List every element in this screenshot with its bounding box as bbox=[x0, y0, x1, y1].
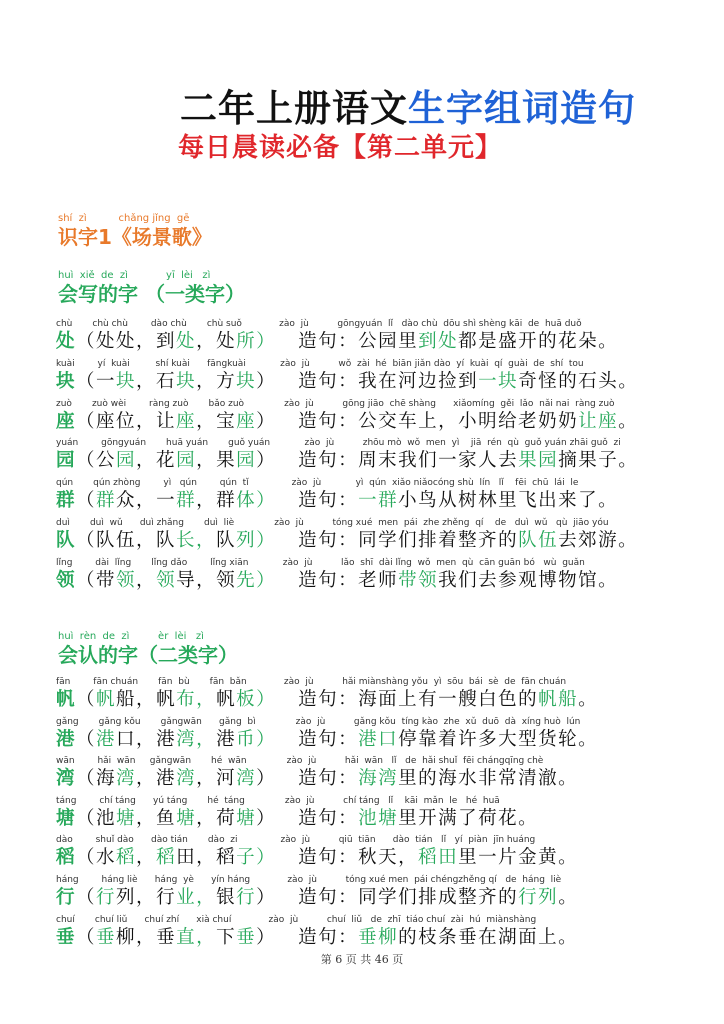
row-fragment: 园 bbox=[236, 450, 257, 472]
row-fragment: （ bbox=[76, 689, 97, 710]
row-fragment: 行 bbox=[236, 887, 257, 908]
row-fragment: ， bbox=[196, 410, 217, 432]
row-text bbox=[56, 807, 538, 831]
row-fragment: ） bbox=[256, 768, 277, 790]
title-part-black: 二年上册语文 bbox=[180, 86, 408, 130]
sentence-highlight: 帆船 bbox=[538, 689, 579, 710]
row-fragment: ） bbox=[256, 370, 277, 392]
row-fragment: 老师 bbox=[358, 569, 399, 591]
row-fragment: 垂 bbox=[156, 926, 177, 948]
row-fragment: 众， bbox=[116, 490, 157, 512]
row-fragment: 都是盛开的花朵。 bbox=[458, 331, 619, 352]
row-fragment: ，鱼 bbox=[136, 807, 177, 829]
row-fragment: 处 bbox=[216, 331, 237, 352]
row-fragment: ） bbox=[256, 926, 277, 948]
list-item bbox=[56, 557, 618, 593]
row-fragment: 银 bbox=[216, 887, 237, 908]
document-subtitle: 每日晨读必备【第二单元】 bbox=[178, 133, 503, 163]
row-pinyin-text: qún qún zhòng yì qún qún tǐ zào jù yì qún xiǎo niǎocóng shù lín lǐ fēi chū lái le bbox=[56, 478, 579, 489]
row-fragment: 宝 bbox=[216, 410, 237, 432]
row-fragment: 列， bbox=[116, 887, 157, 908]
row-fragment: 让 bbox=[156, 410, 177, 432]
row-fragment: 果 bbox=[216, 450, 237, 472]
page-footer: 第 6 页 共 46 页 bbox=[320, 953, 404, 966]
row-fragment: （带 bbox=[76, 569, 117, 591]
document-title bbox=[180, 78, 636, 132]
row-fragment: 同学们排成整齐的 bbox=[358, 887, 519, 908]
sentence-label: 造句： bbox=[298, 569, 359, 591]
row-character: 队 bbox=[56, 530, 77, 551]
row-fragment: 队 bbox=[216, 530, 237, 551]
row-pinyin bbox=[56, 755, 578, 767]
list-item bbox=[56, 914, 578, 950]
row-fragment: （池 bbox=[76, 807, 117, 829]
row-pinyin-text: yuán gōngyuán huā yuán guǒ yuán zào jù zhōu mò wǒ men yì jiā rén qù guǒ yuán zhāi guǒ zi bbox=[56, 438, 621, 449]
list-item bbox=[56, 716, 598, 752]
row-fragment: 稻 bbox=[216, 847, 237, 869]
section-lesson-title bbox=[58, 213, 212, 249]
row-fragment: ， bbox=[196, 807, 217, 829]
list-item bbox=[56, 755, 578, 791]
section-pinyin: huì xiě de zì yī lèi zì bbox=[58, 270, 211, 281]
row-pinyin-text: wān hǎi wān gǎngwān hé wān zào jù hǎi wān lǐ de hǎi shuǐ fēi chángqīng chè bbox=[56, 756, 544, 767]
list-item bbox=[56, 358, 638, 394]
row-fragment: 座 bbox=[236, 410, 257, 432]
section-text: 识字1《场景歌》 bbox=[58, 225, 212, 249]
row-fragment: 湾 bbox=[116, 768, 137, 790]
row-character: 帆 bbox=[56, 689, 77, 710]
row-fragment: 塘 bbox=[176, 807, 197, 829]
row-text bbox=[56, 926, 578, 950]
row-pinyin-text: dào shuǐ dào dào tián dào zi zào jù qiū tiān dào tián lǐ yí piàn jīn huáng bbox=[56, 835, 536, 846]
row-fragment: 海面上有一艘白色的 bbox=[358, 689, 539, 710]
row-fragment: ， bbox=[196, 490, 217, 512]
row-character: 湾 bbox=[56, 768, 77, 790]
row-fragment: 湾 bbox=[176, 768, 197, 790]
row-fragment: 。 bbox=[558, 887, 579, 908]
row-pinyin bbox=[56, 517, 638, 529]
row-fragment: 港 bbox=[156, 728, 177, 750]
sentence-highlight: 垂柳 bbox=[358, 926, 399, 948]
sentence-highlight: 海湾 bbox=[358, 768, 399, 790]
row-fragment: 到 bbox=[156, 331, 177, 352]
row-pinyin-text: duì duì wǔ duì zhǎng duì liè zào jù tóng xué men pái zhe zhěng qí de duì wǔ qù jiāo yóu bbox=[56, 518, 609, 528]
sentence-label: 造句： bbox=[298, 807, 359, 829]
row-fragment: 体） bbox=[236, 490, 277, 512]
row-pinyin-text: lǐng dài lǐng lǐng dǎo lǐng xiān zào jù lǎo shī dài lǐng wǒ men qù cān guān bó wù guǎn bbox=[56, 557, 585, 568]
sentence-highlight: 稻田 bbox=[418, 847, 459, 869]
row-fragment: 小鸟从树林里飞出来了。 bbox=[398, 490, 619, 512]
row-fragment: 柳， bbox=[116, 926, 157, 948]
row-fragment: 方 bbox=[216, 370, 237, 392]
row-text bbox=[56, 688, 598, 712]
row-fragment: 里开满了荷花。 bbox=[398, 807, 539, 829]
row-fragment: ，石 bbox=[136, 370, 177, 392]
section-write-chars bbox=[58, 270, 245, 306]
row-pinyin bbox=[56, 358, 638, 370]
section-text: 会写的字 （一类字） bbox=[58, 282, 245, 306]
row-fragment: 领 bbox=[116, 569, 137, 591]
row-character: 处 bbox=[56, 331, 77, 352]
row-fragment: ，港 bbox=[136, 768, 177, 790]
row-fragment: ， bbox=[136, 847, 157, 869]
row-pinyin-text: gǎng gǎng kǒu gǎngwān gǎng bì zào jù gǎng kǒu tíng kào zhe xǔ duō dà xíng huò lún bbox=[56, 716, 581, 727]
row-fragment: 块 bbox=[116, 370, 137, 392]
row-pinyin-text: háng háng liè háng yè yín háng zào jù tóng xué men pái chéngzhěng qí de háng liè bbox=[56, 875, 562, 885]
sentence-label: 造句： bbox=[298, 331, 359, 352]
row-fragment: 停靠着许多大型货轮。 bbox=[398, 728, 599, 750]
sentence-highlight: 到处 bbox=[418, 331, 459, 352]
row-fragment: （ bbox=[76, 490, 97, 512]
sentence-label: 造句： bbox=[298, 490, 359, 512]
row-pinyin bbox=[56, 795, 538, 807]
row-fragment: ， bbox=[136, 569, 157, 591]
row-pinyin-text: kuài yí kuài shí kuài fāngkuài zào jù wǒ zài hé biān jiǎn dào yí kuài qí guài de shí tou bbox=[56, 358, 584, 369]
row-fragment: 公交车上，小明给老奶奶 bbox=[358, 410, 579, 432]
row-fragment: 荷 bbox=[216, 807, 237, 829]
row-fragment: （队伍， bbox=[76, 530, 157, 551]
row-fragment: 行 bbox=[156, 887, 177, 908]
row-fragment: 座 bbox=[176, 410, 197, 432]
row-character: 行 bbox=[56, 887, 77, 908]
row-fragment: 我们去参观博物馆。 bbox=[438, 569, 619, 591]
row-pinyin bbox=[56, 914, 578, 926]
row-character: 垂 bbox=[56, 926, 77, 948]
row-fragment: ） bbox=[256, 450, 277, 472]
row-text bbox=[56, 449, 638, 473]
section-pinyin: huì rèn de zì èr lèi zì bbox=[58, 631, 204, 642]
row-fragment: 港 bbox=[216, 728, 237, 750]
row-character: 园 bbox=[56, 450, 77, 472]
row-fragment: 田， bbox=[176, 847, 217, 869]
row-text bbox=[56, 529, 638, 553]
row-fragment: （海 bbox=[76, 768, 117, 790]
row-fragment: 群 bbox=[176, 490, 197, 512]
section-pinyin: shí zì chǎng jǐng gē bbox=[58, 213, 190, 224]
row-fragment: 摘果子。 bbox=[558, 450, 639, 472]
row-text bbox=[56, 728, 598, 752]
row-fragment: 块 bbox=[176, 370, 197, 392]
row-pinyin bbox=[56, 834, 578, 846]
row-fragment: 奇怪的石头。 bbox=[518, 370, 639, 392]
row-fragment: 里的海水非常清澈。 bbox=[398, 768, 579, 790]
row-fragment: 领 bbox=[156, 569, 177, 591]
row-pinyin bbox=[56, 676, 598, 688]
row-pinyin-text: fān fān chuán fān bù fān bǎn zào jù hǎi miànshàng yǒu yì sōu bái sè de fān chuán bbox=[56, 677, 567, 687]
section-text: 会认的字（二类字） bbox=[58, 643, 238, 667]
row-fragment: 里一片金黄。 bbox=[458, 847, 579, 869]
row-fragment: （座位， bbox=[76, 410, 157, 432]
row-pinyin bbox=[56, 398, 638, 410]
row-text bbox=[56, 370, 638, 394]
row-fragment: 导， bbox=[176, 569, 217, 591]
row-text bbox=[56, 846, 578, 870]
row-fragment: 币） bbox=[236, 728, 277, 750]
row-pinyin bbox=[56, 318, 618, 330]
row-text bbox=[56, 569, 618, 593]
row-fragment: 塘 bbox=[116, 807, 137, 829]
sentence-highlight: 一块 bbox=[478, 370, 519, 392]
sentence-highlight: 港口 bbox=[358, 728, 399, 750]
row-pinyin-text: zuò zuò wèi ràng zuò bǎo zuò zào jù gōng jiāo chē shàng xiǎomíng gěi lǎo nǎi nai ràng zuò bbox=[56, 398, 615, 409]
sentence-highlight: 果园 bbox=[518, 450, 559, 472]
row-fragment: 布， bbox=[176, 689, 217, 710]
row-fragment: 湾 bbox=[236, 768, 257, 790]
row-fragment: 园 bbox=[116, 450, 137, 472]
row-fragment: 秋天， bbox=[358, 847, 419, 869]
row-fragment: ， bbox=[196, 450, 217, 472]
sentence-label: 造句： bbox=[298, 689, 359, 710]
row-fragment: 。 bbox=[618, 410, 639, 432]
row-fragment: 湾， bbox=[176, 728, 217, 750]
row-fragment: ） bbox=[256, 807, 277, 829]
row-fragment: 先） bbox=[236, 569, 277, 591]
list-item bbox=[56, 834, 578, 870]
row-text bbox=[56, 330, 618, 354]
row-fragment: 群 bbox=[216, 490, 237, 512]
row-text bbox=[56, 410, 638, 434]
row-fragment: 帆 bbox=[156, 689, 177, 710]
row-fragment: 行 bbox=[96, 887, 117, 908]
sentence-label: 造句： bbox=[298, 768, 359, 790]
row-pinyin bbox=[56, 477, 618, 489]
row-fragment: （一 bbox=[76, 370, 117, 392]
row-fragment: 同学们排着整齐的 bbox=[358, 530, 519, 551]
row-fragment: 下 bbox=[216, 926, 237, 948]
row-fragment: 。 bbox=[578, 689, 599, 710]
row-fragment: 列） bbox=[236, 530, 277, 551]
sentence-highlight: 行列 bbox=[518, 887, 559, 908]
sentence-label: 造句： bbox=[298, 410, 359, 432]
row-pinyin-text: chù chù chù dào chù chù suǒ zào jù gōngyuán lǐ dào chù dōu shì shèng kāi de huā duǒ bbox=[56, 319, 582, 329]
list-item bbox=[56, 437, 638, 473]
row-fragment: ， bbox=[196, 331, 217, 352]
list-item bbox=[56, 517, 638, 553]
sentence-label: 造句： bbox=[298, 370, 359, 392]
row-fragment: 直， bbox=[176, 926, 217, 948]
row-character: 塘 bbox=[56, 807, 77, 829]
sentence-label: 造句： bbox=[298, 926, 359, 948]
row-fragment: 所） bbox=[236, 331, 277, 352]
row-fragment: ） bbox=[256, 410, 277, 432]
row-character: 块 bbox=[56, 370, 77, 392]
sentence-label: 造句： bbox=[298, 530, 359, 551]
row-pinyin-text: táng chí táng yú táng hé táng zào jù chí táng lǐ kāi mǎn le hé huā bbox=[56, 795, 500, 806]
row-fragment: 群 bbox=[96, 490, 117, 512]
row-fragment: 园 bbox=[176, 450, 197, 472]
sentence-label: 造句： bbox=[298, 847, 359, 869]
row-fragment: （处处， bbox=[76, 331, 157, 352]
row-pinyin bbox=[56, 874, 578, 886]
row-fragment: 长， bbox=[176, 530, 217, 551]
row-fragment: 帆 bbox=[96, 689, 117, 710]
row-fragment: （ bbox=[76, 926, 97, 948]
row-fragment: 板） bbox=[236, 689, 277, 710]
row-pinyin bbox=[56, 557, 618, 569]
row-fragment: 我在河边捡到 bbox=[358, 370, 479, 392]
sentence-highlight: 池塘 bbox=[358, 807, 399, 829]
list-item bbox=[56, 477, 618, 513]
sentence-highlight: 队伍 bbox=[518, 530, 559, 551]
row-pinyin bbox=[56, 437, 638, 449]
list-item bbox=[56, 676, 598, 712]
row-fragment: 的枝条垂在湖面上。 bbox=[398, 926, 579, 948]
row-fragment: 处 bbox=[176, 331, 197, 352]
row-fragment: 稻 bbox=[116, 847, 137, 869]
row-fragment: 帆 bbox=[216, 689, 237, 710]
row-fragment: 河 bbox=[216, 768, 237, 790]
sentence-highlight: 让座 bbox=[578, 410, 619, 432]
row-fragment: 去郊游。 bbox=[558, 530, 639, 551]
title-part-blue: 生字组词造句 bbox=[408, 86, 636, 130]
row-fragment: 垂 bbox=[96, 926, 117, 948]
row-fragment: 业， bbox=[176, 887, 217, 908]
row-pinyin bbox=[56, 716, 598, 728]
row-fragment: （水 bbox=[76, 847, 117, 869]
list-item bbox=[56, 398, 638, 434]
row-fragment: 一 bbox=[156, 490, 177, 512]
row-fragment: 子） bbox=[236, 847, 277, 869]
list-item bbox=[56, 874, 578, 910]
row-fragment: 稻 bbox=[156, 847, 177, 869]
row-fragment: （公 bbox=[76, 450, 117, 472]
row-fragment: 领 bbox=[216, 569, 237, 591]
list-item bbox=[56, 795, 538, 831]
row-fragment: 周末我们一家人去 bbox=[358, 450, 519, 472]
row-text bbox=[56, 489, 618, 513]
row-fragment: 塘 bbox=[236, 807, 257, 829]
row-text bbox=[56, 886, 578, 910]
row-pinyin-text: chuí chuí liǔ chuí zhí xià chuí zào jù chuí liǔ de zhī tiáo chuí zài hú miànshàng bbox=[56, 914, 537, 925]
row-text bbox=[56, 767, 578, 791]
section-read-chars bbox=[58, 631, 238, 667]
row-fragment: 队 bbox=[156, 530, 177, 551]
row-character: 港 bbox=[56, 728, 77, 750]
row-fragment: 公园里 bbox=[358, 331, 419, 352]
row-fragment: （ bbox=[76, 728, 97, 750]
row-fragment: ， bbox=[196, 370, 217, 392]
row-fragment: ） bbox=[256, 887, 277, 908]
row-character: 稻 bbox=[56, 847, 77, 869]
row-fragment: 港 bbox=[96, 728, 117, 750]
row-fragment: 船， bbox=[116, 689, 157, 710]
row-fragment: ，花 bbox=[136, 450, 177, 472]
row-character: 群 bbox=[56, 490, 77, 512]
row-fragment: 口， bbox=[116, 728, 157, 750]
sentence-label: 造句： bbox=[298, 887, 359, 908]
row-fragment: ， bbox=[196, 768, 217, 790]
row-fragment: 块 bbox=[236, 370, 257, 392]
row-character: 领 bbox=[56, 569, 77, 591]
row-fragment: 垂 bbox=[236, 926, 257, 948]
list-item bbox=[56, 318, 618, 354]
sentence-highlight: 带领 bbox=[398, 569, 439, 591]
sentence-label: 造句： bbox=[298, 728, 359, 750]
sentence-label: 造句： bbox=[298, 450, 359, 472]
row-fragment: （ bbox=[76, 887, 97, 908]
row-character: 座 bbox=[56, 410, 77, 432]
sentence-highlight: 一群 bbox=[358, 490, 399, 512]
